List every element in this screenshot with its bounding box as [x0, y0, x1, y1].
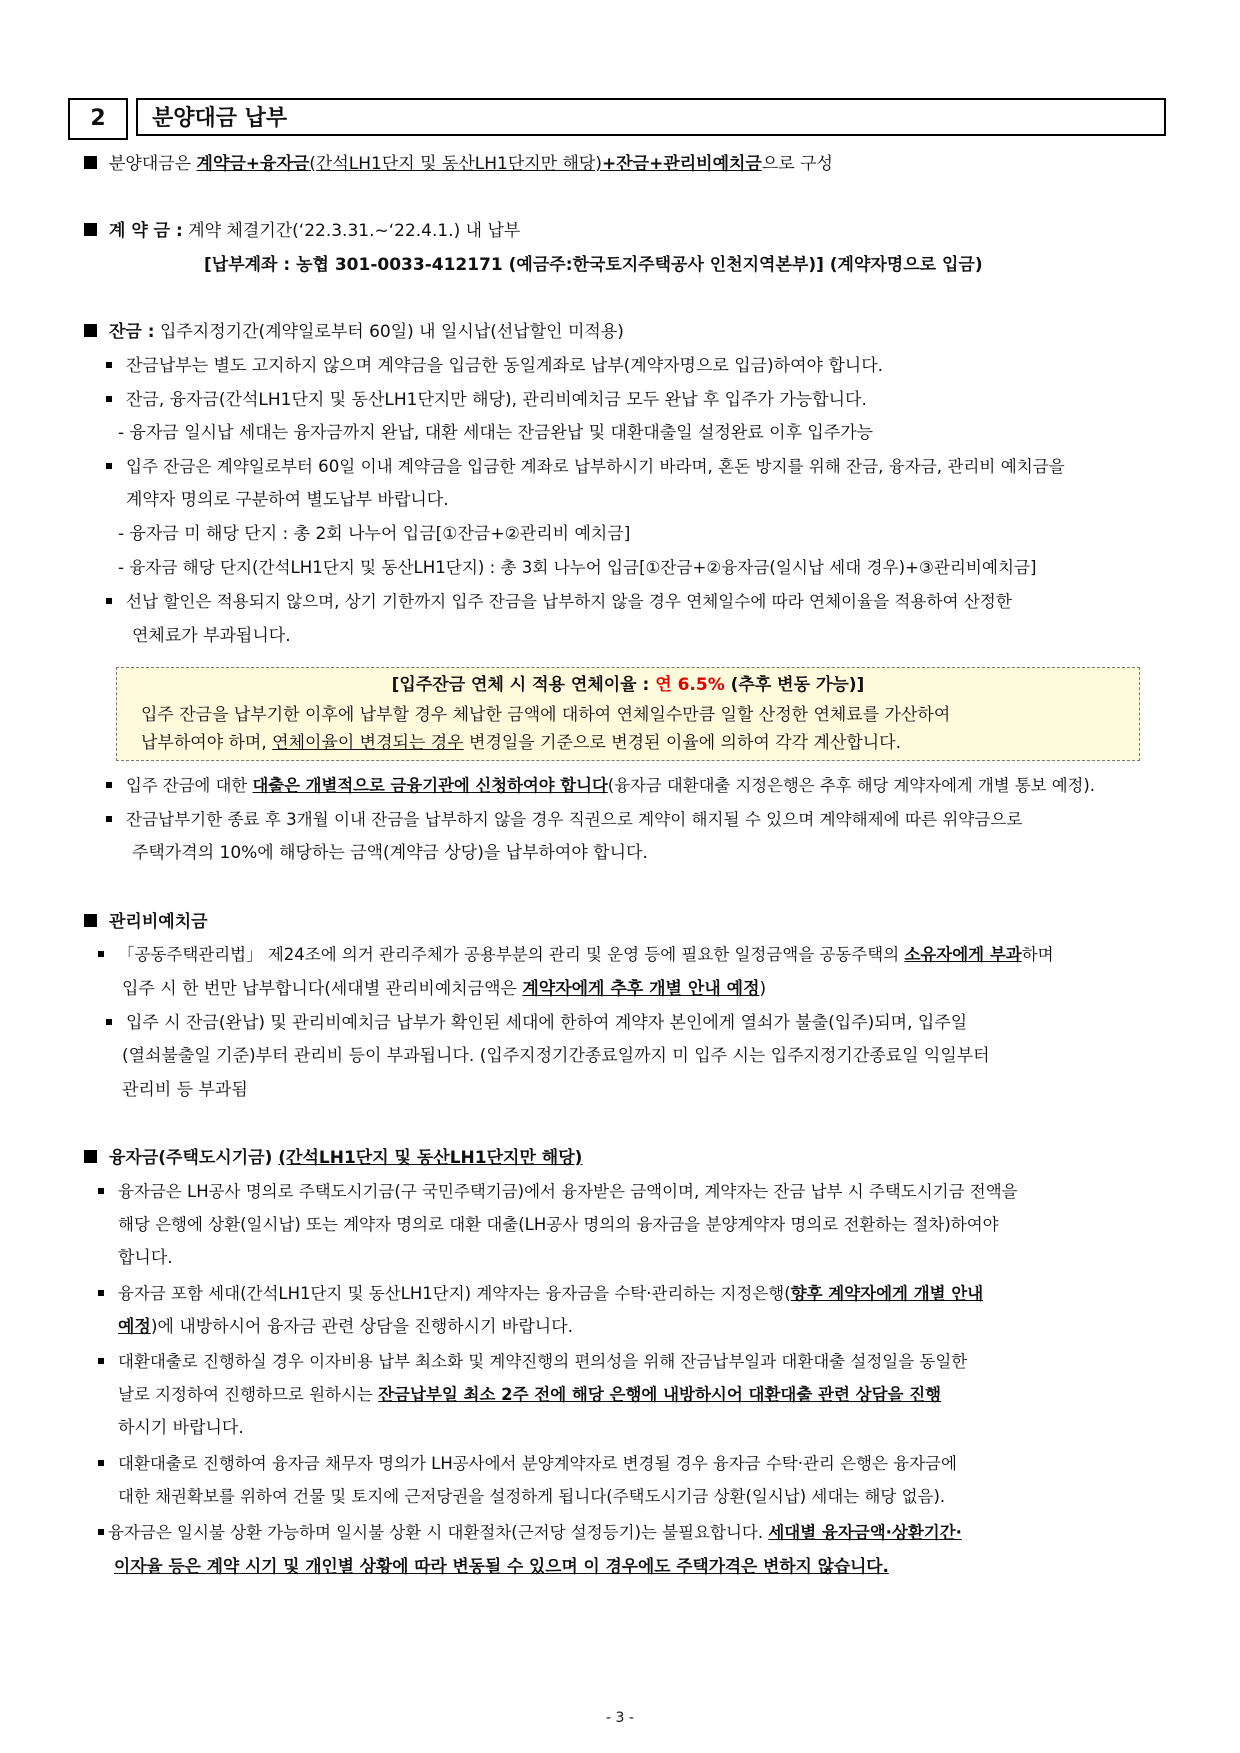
list-item-continued: 합니다. — [118, 1248, 173, 1268]
list-item: 선납 할인은 적용되지 않으며, 상기 기한까지 입주 잔금을 납부하지 않을 경우 연체일수에 따라 연체이율을 적용하여 산정한 — [106, 590, 1012, 615]
list-item-continued: 하시기 바랍니다. — [118, 1418, 244, 1438]
list-item: 입주 시 잔금(완납) 및 관리비예치금 납부가 확인된 세대에 한하여 계약자 본인에게 열쇠가 불출(입주)되며, 입주일 — [106, 1011, 967, 1037]
dot-bullet-icon — [106, 396, 112, 402]
dot-bullet-icon — [98, 951, 104, 957]
list-item: 잔금납부기한 종료 후 3개월 이내 잔금을 납부하지 않을 경우 직권으로 계약이 해지될 수 있으며 계약해제에 따른 위약금으로 — [106, 808, 1022, 833]
list-item-continued: 주택가격의 10%에 해당하는 금액(계약금 상당)을 납부하여야 합니다. — [132, 843, 648, 863]
list-item: 입주 잔금에 대한 대출은 개별적으로 금융기관에 신청하여야 합니다(융자금 대환대출 지정은행은 추후 해당 계약자에게 개별 통보 예정). — [106, 774, 1095, 799]
notice-line: 납부하여야 하며, 연체이율이 변경되는 경우 변경일을 기준으로 변경된 이율에 의하여 각각 계산합니다. — [141, 733, 901, 753]
dot-bullet-icon — [98, 1460, 104, 1466]
contract-account: [납부계좌 : 농협 301-0033-412171 (예금주:한국토지주택공사 인천지역본부)] (계약자명으로 입금) — [204, 255, 983, 275]
dot-bullet-icon — [106, 598, 112, 604]
list-item-continued: 입주 시 한 번만 납부합니다(세대별 관리비예치금액은 계약자에게 추후 개별 안내 예정) — [122, 979, 767, 999]
section-number: 2 — [68, 98, 128, 140]
list-item: 입주 잔금은 계약일로부터 60일 이내 계약금을 입금한 계좌로 납부하시기 바라며, 혼돈 방지를 위해 잔금, 융자금, 관리비 예치금을 — [106, 455, 1065, 480]
dot-bullet-icon — [106, 362, 112, 368]
list-item: 잔금납부는 별도 고지하지 않으며 계약금을 입금한 동일계좌로 납부(계약자명으로 입금)하여야 합니다. — [106, 354, 883, 380]
contract-line: 계 약 금 : 계약 체결기간(‘22.3.31.~‘22.4.1.) 내 납부 — [84, 219, 520, 245]
dot-bullet-icon — [98, 1290, 104, 1296]
notice-line: 입주 잔금을 납부기한 이후에 납부할 경우 체납한 금액에 대하여 연체일수만큼 일할 산정한 연체료를 가산하여 — [141, 705, 951, 725]
list-item-continued: 대한 채권확보를 위하여 건물 및 토지에 근저당권을 설정하게 됩니다(주택도시기금 상환(일시납) 세대는 해당 없음). — [118, 1487, 946, 1506]
list-item: - 융자금 미 해당 단지 : 총 2회 나누어 입금[①잔금+②관리비 예치금] — [118, 524, 631, 544]
list-item-continued: 해당 은행에 상환(일시납) 또는 계약자 명의로 대환 대출(LH공사 명의의 융자금을 분양계약자 명의로 전환하는 절차)하여야 — [118, 1215, 999, 1234]
square-bullet-icon — [84, 914, 97, 927]
dot-bullet-icon — [98, 1529, 104, 1535]
list-item-continued: 이자율 등은 계약 시기 및 개인별 상황에 따라 변동될 수 있으며 이 경우에도 주택가격은 변하지 않습니다. — [114, 1556, 889, 1576]
square-bullet-icon — [84, 324, 97, 337]
notice-title: [입주잔금 연체 시 적용 연체이율 : 연 6.5% (추후 변동 가능)] — [391, 675, 865, 695]
dot-bullet-icon — [106, 463, 112, 469]
list-item: 융자금은 일시불 상환 가능하며 일시불 상환 시 대환절차(근저당 설정등기)는 불필요합니다. 세대별 융자금액·상환기간· — [98, 1521, 962, 1546]
loan-heading: 융자금(주택도시기금) (간석LH1단지 및 동산LH1단지만 해당) — [84, 1146, 582, 1172]
square-bullet-icon — [84, 1150, 97, 1163]
balance-line: 잔금 : 입주지정기간(계약일로부터 60일) 내 일시납(선납할인 미적용) — [84, 320, 624, 346]
list-item: 융자금 포함 세대(간석LH1단지 및 동산LH1단지) 계약자는 융자금을 수탁·관리하는 지정은행(향후 계약자에게 개별 안내 — [98, 1282, 983, 1307]
square-bullet-icon — [84, 156, 97, 169]
dot-bullet-icon — [106, 1019, 112, 1025]
page-number: - 3 - — [606, 1710, 634, 1726]
mgmt-fee-heading: 관리비예치금 — [84, 910, 208, 936]
list-item-continued: 관리비 등 부과됨 — [122, 1080, 248, 1100]
list-item: - 융자금 해당 단지(간석LH1단지 및 동산LH1단지) : 총 3회 나누어 입금[①잔금+②융자금(일시납 세대 경우)+③관리비예치금] — [118, 558, 1037, 577]
dot-bullet-icon — [106, 816, 112, 822]
list-item: 대환대출로 진행하실 경우 이자비용 납부 최소화 및 계약진행의 편의성을 위해 잔금납부일과 대환대출 설정일을 동일한 — [98, 1350, 967, 1375]
list-item: - 융자금 일시납 세대는 융자금까지 완납, 대환 세대는 잔금완납 및 대환대출일 설정완료 이후 입주가능 — [118, 423, 874, 443]
section-title: 분양대금 납부 — [136, 98, 1166, 136]
list-item: 융자금은 LH공사 명의로 주택도시기금(구 국민주택기금)에서 융자받은 금액이며, 계약자는 잔금 납부 시 주택도시기금 전액을 — [98, 1180, 1018, 1205]
overdue-rate-notice — [116, 667, 1140, 761]
list-item-continued: 연체료가 부과됩니다. — [132, 626, 291, 646]
intro-line: 분양대금은 계약금+융자금(간석LH1단지 및 동산LH1단지만 해당)+잔금+관리비예치금으로 구성 — [84, 152, 833, 178]
dot-bullet-icon — [98, 1358, 104, 1364]
square-bullet-icon — [84, 223, 97, 236]
list-item: 「공동주택관리법」 제24조에 의거 관리주체가 공용부분의 관리 및 운영 등에 필요한 일정금액을 공동주택의 소유자에게 부과하며 — [98, 943, 1054, 968]
list-item-continued: 날로 지정하여 진행하므로 원하시는 잔금납부일 최소 2주 전에 해당 은행에 내방하시어 대환대출 관련 상담을 진행 — [118, 1385, 942, 1404]
list-item: 대환대출로 진행하여 융자금 채무자 명의가 LH공사에서 분양계약자로 변경될 경우 융자금 수탁·관리 은행은 융자금에 — [98, 1452, 957, 1477]
list-item-continued: 예정)에 내방하시어 융자금 관련 상담을 진행하시기 바랍니다. — [118, 1317, 574, 1337]
dot-bullet-icon — [98, 1188, 104, 1194]
list-item-continued: 계약자 명의로 구분하여 별도납부 바랍니다. — [126, 490, 449, 510]
dot-bullet-icon — [106, 782, 112, 788]
list-item: 잔금, 융자금(간석LH1단지 및 동산LH1단지만 해당), 관리비예치금 모두 완납 후 입주가 가능합니다. — [106, 388, 867, 414]
list-item-continued: (열쇠불출일 기준)부터 관리비 등이 부과됩니다. (입주지정기간종료일까지 미 입주 시는 입주지정기간종료일 익일부터 — [122, 1046, 990, 1066]
